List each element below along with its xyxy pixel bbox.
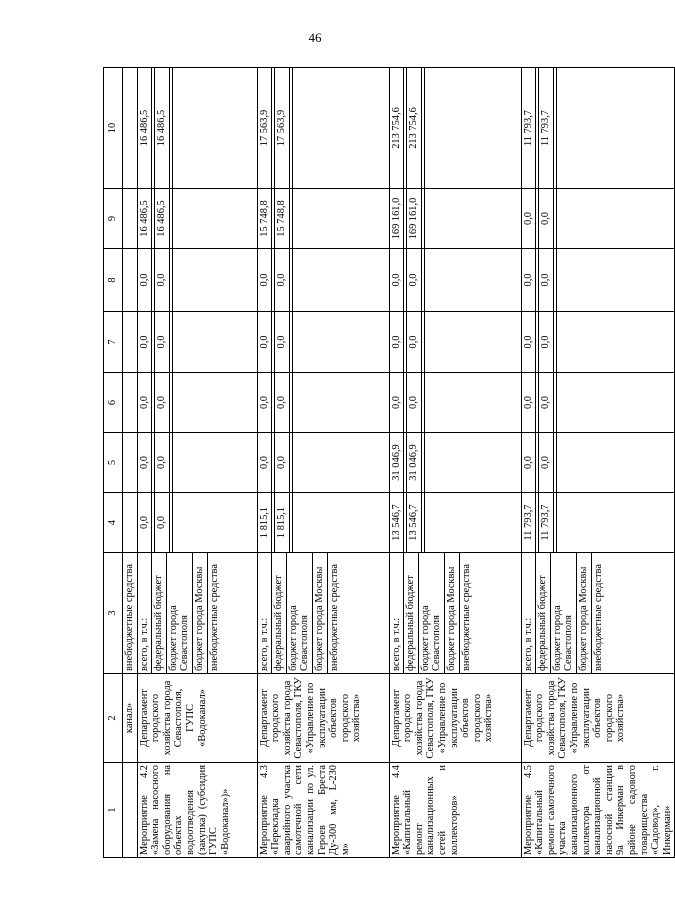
value-list [390, 493, 427, 552]
value-cell [556, 68, 559, 188]
value-list [390, 68, 427, 188]
value-column [137, 189, 257, 249]
value-cell [292, 493, 295, 552]
carryover-value [123, 68, 138, 189]
value-cell: 0,0 [390, 273, 402, 287]
header-row [104, 68, 123, 858]
funding-source: федеральный бюджет [404, 553, 419, 673]
value-column [257, 68, 389, 189]
value-column [389, 433, 521, 493]
funding-source: бюджет города Москвы [444, 553, 459, 673]
value-cell: 0,0 [138, 516, 150, 529]
funding-sources-list [522, 553, 606, 673]
value-cell: 0,0 [138, 396, 150, 409]
value-list [258, 249, 295, 311]
value-cell [172, 68, 175, 188]
funding-source: внебюджетные средства [459, 553, 473, 673]
funding-source: бюджет города Москвы [192, 553, 207, 673]
funding-source: федеральный бюджет [536, 553, 551, 673]
column-header: 6 [104, 373, 123, 433]
event-executor: Департамент городского хозяйства города Севастополя, ГКУ «Управление по эксплуатации объектов городского хозяйства» [521, 674, 675, 763]
value-cell [424, 433, 427, 492]
value-list [258, 68, 295, 188]
carryover-value [123, 373, 138, 433]
value-cell: 0,0 [258, 273, 270, 287]
value-column [137, 68, 257, 189]
event-row [137, 68, 257, 858]
value-column [521, 373, 675, 433]
value-cell [172, 373, 175, 432]
value-cell: 16 486,5 [138, 109, 150, 147]
value-list [138, 373, 175, 432]
column-header: 3 [104, 553, 123, 674]
event-row [389, 68, 521, 858]
funding-sources [137, 553, 257, 674]
value-cell: 0,0 [275, 433, 290, 492]
value-cell: 0,0 [155, 493, 170, 552]
carryover-value [123, 249, 138, 312]
value-cell: 0,0 [539, 433, 554, 492]
value-cell: 0,0 [522, 396, 534, 409]
page-number: 46 [308, 30, 322, 45]
value-cell [424, 373, 427, 432]
carryover-value [123, 312, 138, 373]
value-cell [172, 493, 175, 552]
funding-sources [521, 553, 675, 674]
value-column [137, 312, 257, 373]
value-cell: 0,0 [258, 396, 270, 409]
value-list [390, 249, 427, 311]
value-list [258, 189, 295, 248]
funding-source: всего, в т.ч.: [390, 617, 402, 671]
value-cell: 1 815,1 [275, 493, 290, 552]
carryover-row [123, 68, 138, 858]
value-column [389, 493, 521, 553]
funding-sources [389, 553, 521, 674]
value-list [258, 373, 295, 432]
funding-source: бюджет города Севастополя [418, 553, 444, 673]
funding-source: федеральный бюджет [272, 553, 287, 673]
value-column [257, 493, 389, 553]
funding-source: федеральный бюджет [152, 553, 167, 673]
event-row [521, 68, 675, 858]
value-column [521, 433, 675, 493]
value-cell: 1 815,1 [258, 506, 270, 539]
value-cell [292, 189, 295, 248]
value-cell: 0,0 [155, 373, 170, 432]
value-column [521, 189, 675, 249]
event-title: Мероприятие 4.4 «Капитальный ремонт канализационных сетей и коллекторов» [389, 763, 521, 858]
value-list [522, 68, 559, 188]
value-cell: 31 046,9 [407, 433, 422, 492]
value-cell [292, 373, 295, 432]
column-header: 5 [104, 433, 123, 493]
value-cell: 0,0 [522, 212, 534, 225]
column-header: 4 [104, 493, 123, 553]
value-column [389, 312, 521, 373]
value-list [138, 68, 175, 188]
carryover-value [123, 433, 138, 493]
value-cell: 17 563,9 [275, 68, 290, 188]
value-cell [172, 433, 175, 492]
value-cell [172, 249, 175, 311]
column-header: 2 [104, 674, 123, 763]
value-cell: 0,0 [275, 373, 290, 432]
event-title: Мероприятие 4.3 «Перекладка аварийного участка самотечной сети канализации по ул. Героев Бреста Ду-300 мм, L-230 м» [257, 763, 389, 858]
value-column [257, 433, 389, 493]
budget-table [103, 67, 675, 858]
value-list [390, 189, 427, 248]
value-list [138, 249, 175, 311]
event-executor: Департамент городского хозяйства города Севастополя, ГУПС «Водоканал» [137, 674, 257, 763]
rotated-table-wrapper [103, 68, 673, 858]
value-cell: 13 546,7 [407, 493, 422, 552]
carryover-executor: канал» [123, 674, 138, 763]
value-column [521, 249, 675, 312]
value-cell: 0,0 [275, 312, 290, 372]
funding-sources [257, 553, 389, 674]
value-list [258, 433, 295, 492]
value-cell: 0,0 [138, 456, 150, 469]
funding-source: бюджет города Севастополя [286, 553, 312, 673]
carryover-value [123, 189, 138, 249]
value-cell: 0,0 [138, 273, 150, 287]
column-header: 1 [104, 763, 123, 858]
value-column [521, 68, 675, 189]
value-column [389, 373, 521, 433]
value-cell: 0,0 [522, 456, 534, 469]
value-cell: 11 793,7 [539, 68, 554, 188]
value-cell: 213 754,6 [407, 68, 422, 188]
value-column [137, 493, 257, 553]
value-cell: 31 046,9 [390, 444, 402, 481]
value-cell [556, 433, 559, 492]
value-cell [292, 68, 295, 188]
funding-source: внебюджетные средства [327, 553, 341, 673]
value-cell: 0,0 [539, 189, 554, 248]
value-list [258, 312, 295, 372]
value-cell: 0,0 [539, 373, 554, 432]
funding-source: всего, в т.ч.: [258, 617, 270, 671]
value-cell [556, 249, 559, 311]
value-cell: 0,0 [390, 335, 402, 349]
value-cell [292, 433, 295, 492]
value-cell: 15 748,8 [258, 200, 270, 237]
column-header: 10 [104, 68, 123, 189]
value-cell: 0,0 [539, 312, 554, 372]
value-cell: 0,0 [407, 312, 422, 372]
carryover-col1 [123, 763, 138, 858]
value-cell: 0,0 [155, 249, 170, 311]
event-row [257, 68, 389, 858]
value-cell [556, 493, 559, 552]
value-column [521, 493, 675, 553]
funding-source: внебюджетные средства [591, 553, 605, 673]
funding-source: бюджет города Севастополя [550, 553, 576, 673]
value-cell [556, 373, 559, 432]
value-cell [292, 312, 295, 372]
value-cell: 17 563,9 [258, 109, 270, 147]
value-list [390, 433, 427, 492]
value-list [522, 189, 559, 248]
value-cell [424, 189, 427, 248]
value-column [257, 373, 389, 433]
column-header: 9 [104, 189, 123, 249]
value-cell: 0,0 [390, 396, 402, 409]
value-column [137, 249, 257, 312]
value-list [522, 433, 559, 492]
value-column [389, 68, 521, 189]
value-cell: 11 793,7 [522, 504, 534, 541]
value-column [137, 373, 257, 433]
value-cell [172, 189, 175, 248]
funding-source: всего, в т.ч.: [522, 617, 534, 671]
value-cell: 16 486,5 [138, 200, 150, 237]
value-cell: 213 754,6 [390, 107, 402, 149]
funding-sources-list [258, 553, 342, 673]
event-executor: Департамент городского хозяйства города Севастополя, ГКУ «Управление по эксплуатации объектов городского хозяйства» [257, 674, 389, 763]
value-cell [424, 249, 427, 311]
value-cell: 0,0 [407, 249, 422, 311]
value-cell: 0,0 [138, 335, 150, 349]
value-cell [172, 312, 175, 372]
value-column [389, 189, 521, 249]
value-list [258, 493, 295, 552]
funding-source: всего, в т.ч.: [138, 617, 150, 671]
column-header: 8 [104, 249, 123, 312]
value-list [138, 312, 175, 372]
funding-source: бюджет города Москвы [312, 553, 327, 673]
value-cell [556, 189, 559, 248]
value-cell: 0,0 [275, 249, 290, 311]
value-list [138, 189, 175, 248]
value-list [390, 312, 427, 372]
value-cell [424, 493, 427, 552]
event-title: Мероприятие 4.5 «Капитальный ремонт самотечного участка канализационного коллектора от канализационной насосной станции 9а Инкерман в районе садового товарищества «Садовод», г. Инкерман» [521, 763, 675, 858]
value-list [138, 493, 175, 552]
column-header: 7 [104, 312, 123, 373]
value-cell: 169 161,0 [390, 197, 402, 240]
value-cell: 11 793,7 [522, 110, 534, 146]
value-column [257, 189, 389, 249]
value-list [522, 249, 559, 311]
value-column [257, 249, 389, 312]
value-cell: 0,0 [539, 249, 554, 311]
funding-source: бюджет города Севастополя [166, 553, 192, 673]
value-cell [424, 68, 427, 188]
value-list [390, 373, 427, 432]
value-list [522, 312, 559, 372]
value-list [522, 373, 559, 432]
value-cell: 15 748,8 [275, 189, 290, 248]
carryover-value [123, 493, 138, 553]
value-column [521, 312, 675, 373]
value-list [138, 433, 175, 492]
value-cell: 0,0 [407, 373, 422, 432]
carryover-source: внебюджетные средства [123, 553, 138, 674]
value-cell: 16 486,5 [155, 189, 170, 248]
value-cell: 0,0 [155, 433, 170, 492]
value-cell: 0,0 [522, 335, 534, 349]
value-cell: 13 546,7 [390, 504, 402, 541]
value-cell: 0,0 [522, 273, 534, 287]
funding-sources-list [138, 553, 222, 673]
value-cell: 169 161,0 [407, 189, 422, 248]
event-executor: Департамент городского хозяйства города Севастополя, ГКУ «Управление по эксплуатации объектов городского хозяйства» [389, 674, 521, 763]
value-cell: 0,0 [258, 456, 270, 469]
value-cell [424, 312, 427, 372]
value-cell [556, 312, 559, 372]
value-cell: 0,0 [155, 312, 170, 372]
value-list [522, 493, 559, 552]
value-cell: 11 793,7 [539, 493, 554, 552]
value-cell [292, 249, 295, 311]
value-column [257, 312, 389, 373]
funding-source: внебюджетные средства [207, 553, 221, 673]
funding-sources-list [390, 553, 474, 673]
value-column [389, 249, 521, 312]
value-cell: 16 486,5 [155, 68, 170, 188]
event-title: Мероприятие 4.2 «Замена насосного оборудования на объектах водоотведения (закупка) (субсидия ГУПС «Водоканал»)» [137, 763, 257, 858]
value-cell: 0,0 [258, 335, 270, 349]
funding-source: бюджет города Москвы [576, 553, 591, 673]
value-column [137, 433, 257, 493]
